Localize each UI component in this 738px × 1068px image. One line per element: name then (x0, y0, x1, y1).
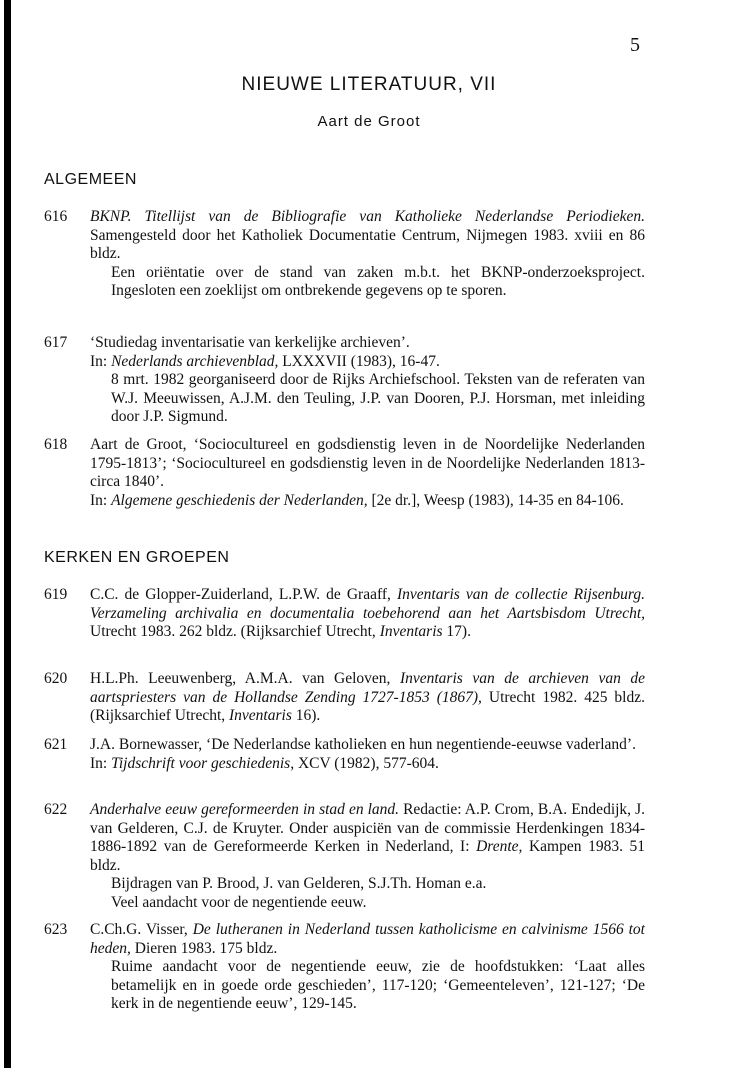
citation-text: Dieren 1983. 175 bldz. (130, 939, 278, 957)
entry-citation (90, 334, 645, 371)
entry-body (90, 208, 645, 301)
entry-number: 616 (44, 208, 68, 225)
entry-body (90, 670, 645, 726)
citation-text: XCV (1982), 577-604. (294, 754, 439, 772)
citation-text: 17). (442, 623, 471, 641)
citation-text: C.Ch.G. Visser, (90, 921, 193, 938)
citation-title-italic: Inventaris (379, 623, 443, 641)
entry-body (90, 436, 645, 510)
entry-number: 622 (44, 801, 68, 818)
citation-text: 16). (291, 707, 321, 725)
entry-note: 8 mrt. 1982 georganiseerd door de Rijks Archiefschool. Teksten van de referaten van W.J. Meeuwissen, A.J.M. den Teuling, J.P. van Dooren, P.J. Horsman, met inleiding door J.P. Sigmund. (111, 371, 645, 426)
section-heading-kerken-en-groepen: KERKEN EN GROEPEN (44, 549, 230, 566)
entry-note: Een oriëntatie over de stand van zaken m.b.t. het BKNP-onderzoeksproject. Ingesloten een zoeklijst om ontbrekende gegevens op te sporen. (111, 263, 645, 300)
entry-body (90, 801, 645, 913)
entry-citation (90, 921, 645, 958)
citation-text: Kampen 1983. 51 bldz. (90, 838, 646, 874)
citation-text: [2e dr.], Weesp (1983), 14-35 en 84-106. (367, 491, 624, 509)
citation-text: ‘Studiedag inventarisatie van kerkelijke archieven’. (90, 334, 410, 351)
citation-title-italic: Tijdschrift voor geschiedenis, (111, 754, 295, 772)
entry-body (90, 586, 645, 642)
citation-text: In: (90, 491, 112, 509)
entry-note: Veel aandacht voor de negentiende eeuw. (111, 893, 367, 911)
citation-text: C.C. de Glopper-Zuiderland, L.P.W. de Graaff, (90, 586, 397, 603)
section-heading-algemeen: ALGEMEEN (44, 171, 137, 188)
entry-citation (90, 208, 645, 264)
entry-citation (90, 736, 645, 773)
citation-title-italic: BKNP. Titellijst van de Bibliografie van Katholieke Nederlandse Periodieken. (90, 208, 645, 225)
entry-body (90, 921, 645, 1014)
entry-citation (90, 586, 645, 642)
citation-title-italic: Anderhalve eeuw gereformeerden in stad en land. (90, 801, 400, 818)
entry-note: Ruime aandacht voor de negentiende eeuw, zie de hoofdstukken: ‘Laat alles betamelijk en in goede orde geschieden’, 117-120; ‘Gemeenteleven’, 121-127; ‘De kerk in de negentiende eeuw’, 129-145. (111, 958, 645, 1013)
citation-title-italic: De lutheranen in Nederland tussen katholicisme en calvinisme 1566 tot heden, (90, 921, 645, 957)
citation-text: Aart de Groot, ‘Sociocultureel en godsdienstig leven in de Noordelijke Nederlanden 1795-1813’; ‘Sociocultureel en godsdienstig leven in de Noordelijke Nederlanden 1813- circa 1840’. (90, 436, 645, 491)
entry-number: 620 (44, 670, 68, 687)
page-number: 5 (630, 34, 640, 56)
binding-margin-bar (4, 0, 11, 1068)
entry-body (90, 736, 645, 773)
entry-number: 617 (44, 334, 68, 351)
entry-note: Bijdragen van P. Brood, J. van Gelderen, S.J.Th. Homan e.a. (111, 875, 487, 893)
citation-text: J.A. Bornewasser, ‘De Nederlandse katholieken en hun negentiende-eeuwse vaderland’. (90, 736, 636, 753)
entry-citation (90, 436, 645, 510)
citation-text: Utrecht 1982. 425 bldz. (Rijksarchief Utrecht, (90, 688, 645, 725)
page-title: NIEUWE LITERATUUR, VII (241, 74, 497, 95)
entry-number: 621 (44, 736, 68, 753)
entry-number: 618 (44, 436, 68, 453)
citation-title-italic: Drente, (476, 838, 523, 856)
citation-text: H.L.Ph. Leeuwenberg, A.M.A. van Geloven, (90, 670, 400, 687)
citation-text: Samengesteld door het Katholiek Documentatie Centrum, Nijmegen 1983. xviii en 86 bldz. (90, 226, 645, 263)
author-name: Aart de Groot (317, 113, 421, 130)
citation-title-italic: Nederlands archievenblad, (111, 352, 279, 370)
citation-text: LXXXVII (1983), 16-47. (278, 352, 440, 370)
citation-title-italic: Inventaris van de archieven van de aartspriesters van de Hollandse Zending 1727-1853 (1867), (90, 670, 645, 706)
citation-title-italic: Inventaris (229, 707, 292, 725)
entry-citation (90, 670, 645, 726)
citation-title-italic: Inventaris van de collectie Rijsenburg. Verzameling archivalia en documentalia toebehorend aan het Aartsbisdom Utrecht, (90, 586, 645, 622)
citation-text: In: (90, 754, 112, 772)
entry-body (90, 334, 645, 427)
citation-text: Redactie: A.P. Crom, B.A. Endedijk, J. van Gelderen, C.J. de Kruyter. Onder auspiciën van de commissie Herdenkingen 1834-1886-1892 van de Gereformeerde Kerken in Nederland, I: (90, 801, 645, 856)
citation-title-italic: Algemene geschiedenis der Nederlanden, (111, 491, 368, 509)
entry-citation (90, 801, 645, 875)
entry-number: 623 (44, 921, 68, 938)
citation-text: In: (90, 352, 112, 370)
citation-text: Utrecht 1983. 262 bldz. (Rijksarchief Utrecht, (90, 623, 380, 641)
entry-number: 619 (44, 586, 68, 603)
